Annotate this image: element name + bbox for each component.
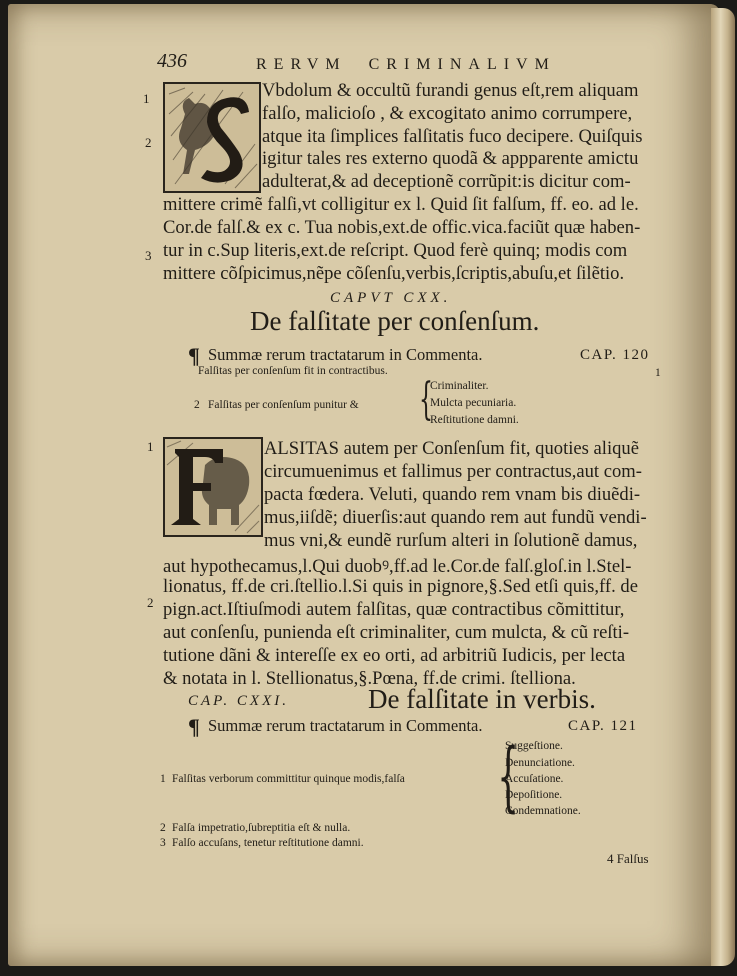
text-line: ALSITAS autem per Conſenſum fit, quoties aliquẽ xyxy=(264,438,639,459)
brace-option: Depoſitione. xyxy=(505,789,563,801)
brace-option: Condemnatione. xyxy=(505,805,581,817)
summary-item: Falſo accuſans, tenetur reſtitutione damni. xyxy=(172,837,364,849)
summary-item: Falſitas per conſenſum punitur & xyxy=(208,399,359,411)
summary-heading: Summæ rerum tractatarum in Commenta. xyxy=(208,345,483,364)
text-line: atque ita ſimplices falſitatis fuco decipere. Quiſquis xyxy=(262,126,643,147)
text-line: mittere cõſpicimus,nẽpe cõſenſu,verbis,ſcriptis,abuſu,et ſilẽtio. xyxy=(163,263,625,284)
text-line: Vbdolum & occultũ furandi genus eſt,rem aliquam xyxy=(262,80,639,101)
text-line: tur in c.Sup literis,ext.de reſcript. Quod ferè quinq; modis com xyxy=(163,240,628,261)
brace-option: Accuſatione. xyxy=(505,773,564,785)
chapter-title: De falſitate per conſenſum. xyxy=(250,306,540,336)
dropcap-f-woodcut xyxy=(163,437,263,537)
text-line: circumuenimus et fallimus per contractus,aut com- xyxy=(264,461,642,482)
running-title: RERVM CRIMINALIVM xyxy=(256,56,556,73)
paragraph-mark: ¶ xyxy=(188,714,200,739)
brace-option: Denunciatione. xyxy=(505,757,575,769)
summary-item: Falſitas verborum committitur quinque modis,falſa xyxy=(172,773,405,785)
catchword: 4 Falſus xyxy=(607,851,649,866)
paragraph-mark: ¶ xyxy=(188,343,200,368)
item-number: 2 xyxy=(160,822,166,834)
text-line: pacta fœdera. Veluti, quando rem vnam bis diuẽdi- xyxy=(264,484,641,505)
text-line: falſo, malicioſo , & excogitato animo corrumpere, xyxy=(262,103,633,124)
dropcap-s-woodcut xyxy=(163,82,261,193)
text-line: Cor.de falſ.& ex c. Tua nobis,ext.de offic.vica.faciũt quæ haben- xyxy=(163,217,641,238)
text-line: igitur tales res externo quodã & appparente amictu xyxy=(262,148,639,169)
text-line: pign.act.Iſtiuſmodi autem falſitas, quæ contractibus cõmittitur, xyxy=(163,599,625,620)
text-line: mus,iiſdẽ; diuerſis:aut quando rem aut fundũ vendi- xyxy=(264,507,647,528)
summary-item: Falſitas per conſenſum fit in contractibus. xyxy=(198,365,388,377)
chapter-title: De falſitate in verbis. xyxy=(368,684,596,714)
item-number: 1 xyxy=(160,773,166,785)
cap-label: CAP. 121 xyxy=(568,718,638,734)
text-line: aut hypothecamus,l.Qui duobꝰ,ff.ad le.Cor.de falſ.gloſ.in l.Stel- xyxy=(163,556,632,577)
margin-number: 1 xyxy=(147,439,154,454)
page-number: 436 xyxy=(157,50,187,72)
brace-option: Suggeſtione. xyxy=(505,740,563,752)
text-line: adulterat,& ad deceptionẽ corrũpit:is dicitur com- xyxy=(262,171,631,192)
item-number: 2 xyxy=(194,399,200,411)
summary-item: Falſa impetratio,ſubreptitia eſt & nulla. xyxy=(172,822,351,834)
item-number: 3 xyxy=(160,837,166,849)
page-edge xyxy=(711,8,735,966)
curly-brace: { xyxy=(419,374,433,425)
margin-number: 1 xyxy=(143,91,150,106)
margin-number: 2 xyxy=(145,135,152,150)
margin-number: 1 xyxy=(655,367,661,379)
brace-option: Reſtitutione damni. xyxy=(430,414,519,426)
cap-label: CAP. CXXI. xyxy=(188,693,289,709)
brace-option: Criminaliter. xyxy=(430,380,489,392)
text-line: lionatus, ff.de cri.ſtellio.l.Si quis in pignore,§.Sed etſi quis,ff. de xyxy=(163,576,638,597)
text-line: mittere crimẽ falſi,vt colligitur ex l. Quid ſit falſum, ff. eo. ad le. xyxy=(163,194,639,215)
text-line: tutione dãni & intereſſe ex eo orti, ad arbitriũ Iudicis, per lecta xyxy=(163,645,626,666)
margin-number: 2 xyxy=(147,595,154,610)
text-line: mus vni,& eundẽ rurſum alteri in ſolutionẽ damus, xyxy=(264,530,638,551)
cap-label: CAP. 120 xyxy=(580,347,650,363)
text-line: & notata in l. Stellionatus,§.Pœna, ff.de crimi. ſtelliona. xyxy=(163,668,576,689)
margin-number: 3 xyxy=(145,248,152,263)
summary-heading: Summæ rerum tractatarum in Commenta. xyxy=(208,716,483,735)
text-line: aut conſenſu, punienda eſt criminaliter, cum mulcta, & cũ reſti- xyxy=(163,622,630,643)
brace-option: Mulcta pecuniaria. xyxy=(430,397,517,409)
caput-label: CAPVT CXX. xyxy=(330,290,452,306)
curly-brace: { xyxy=(497,731,520,820)
